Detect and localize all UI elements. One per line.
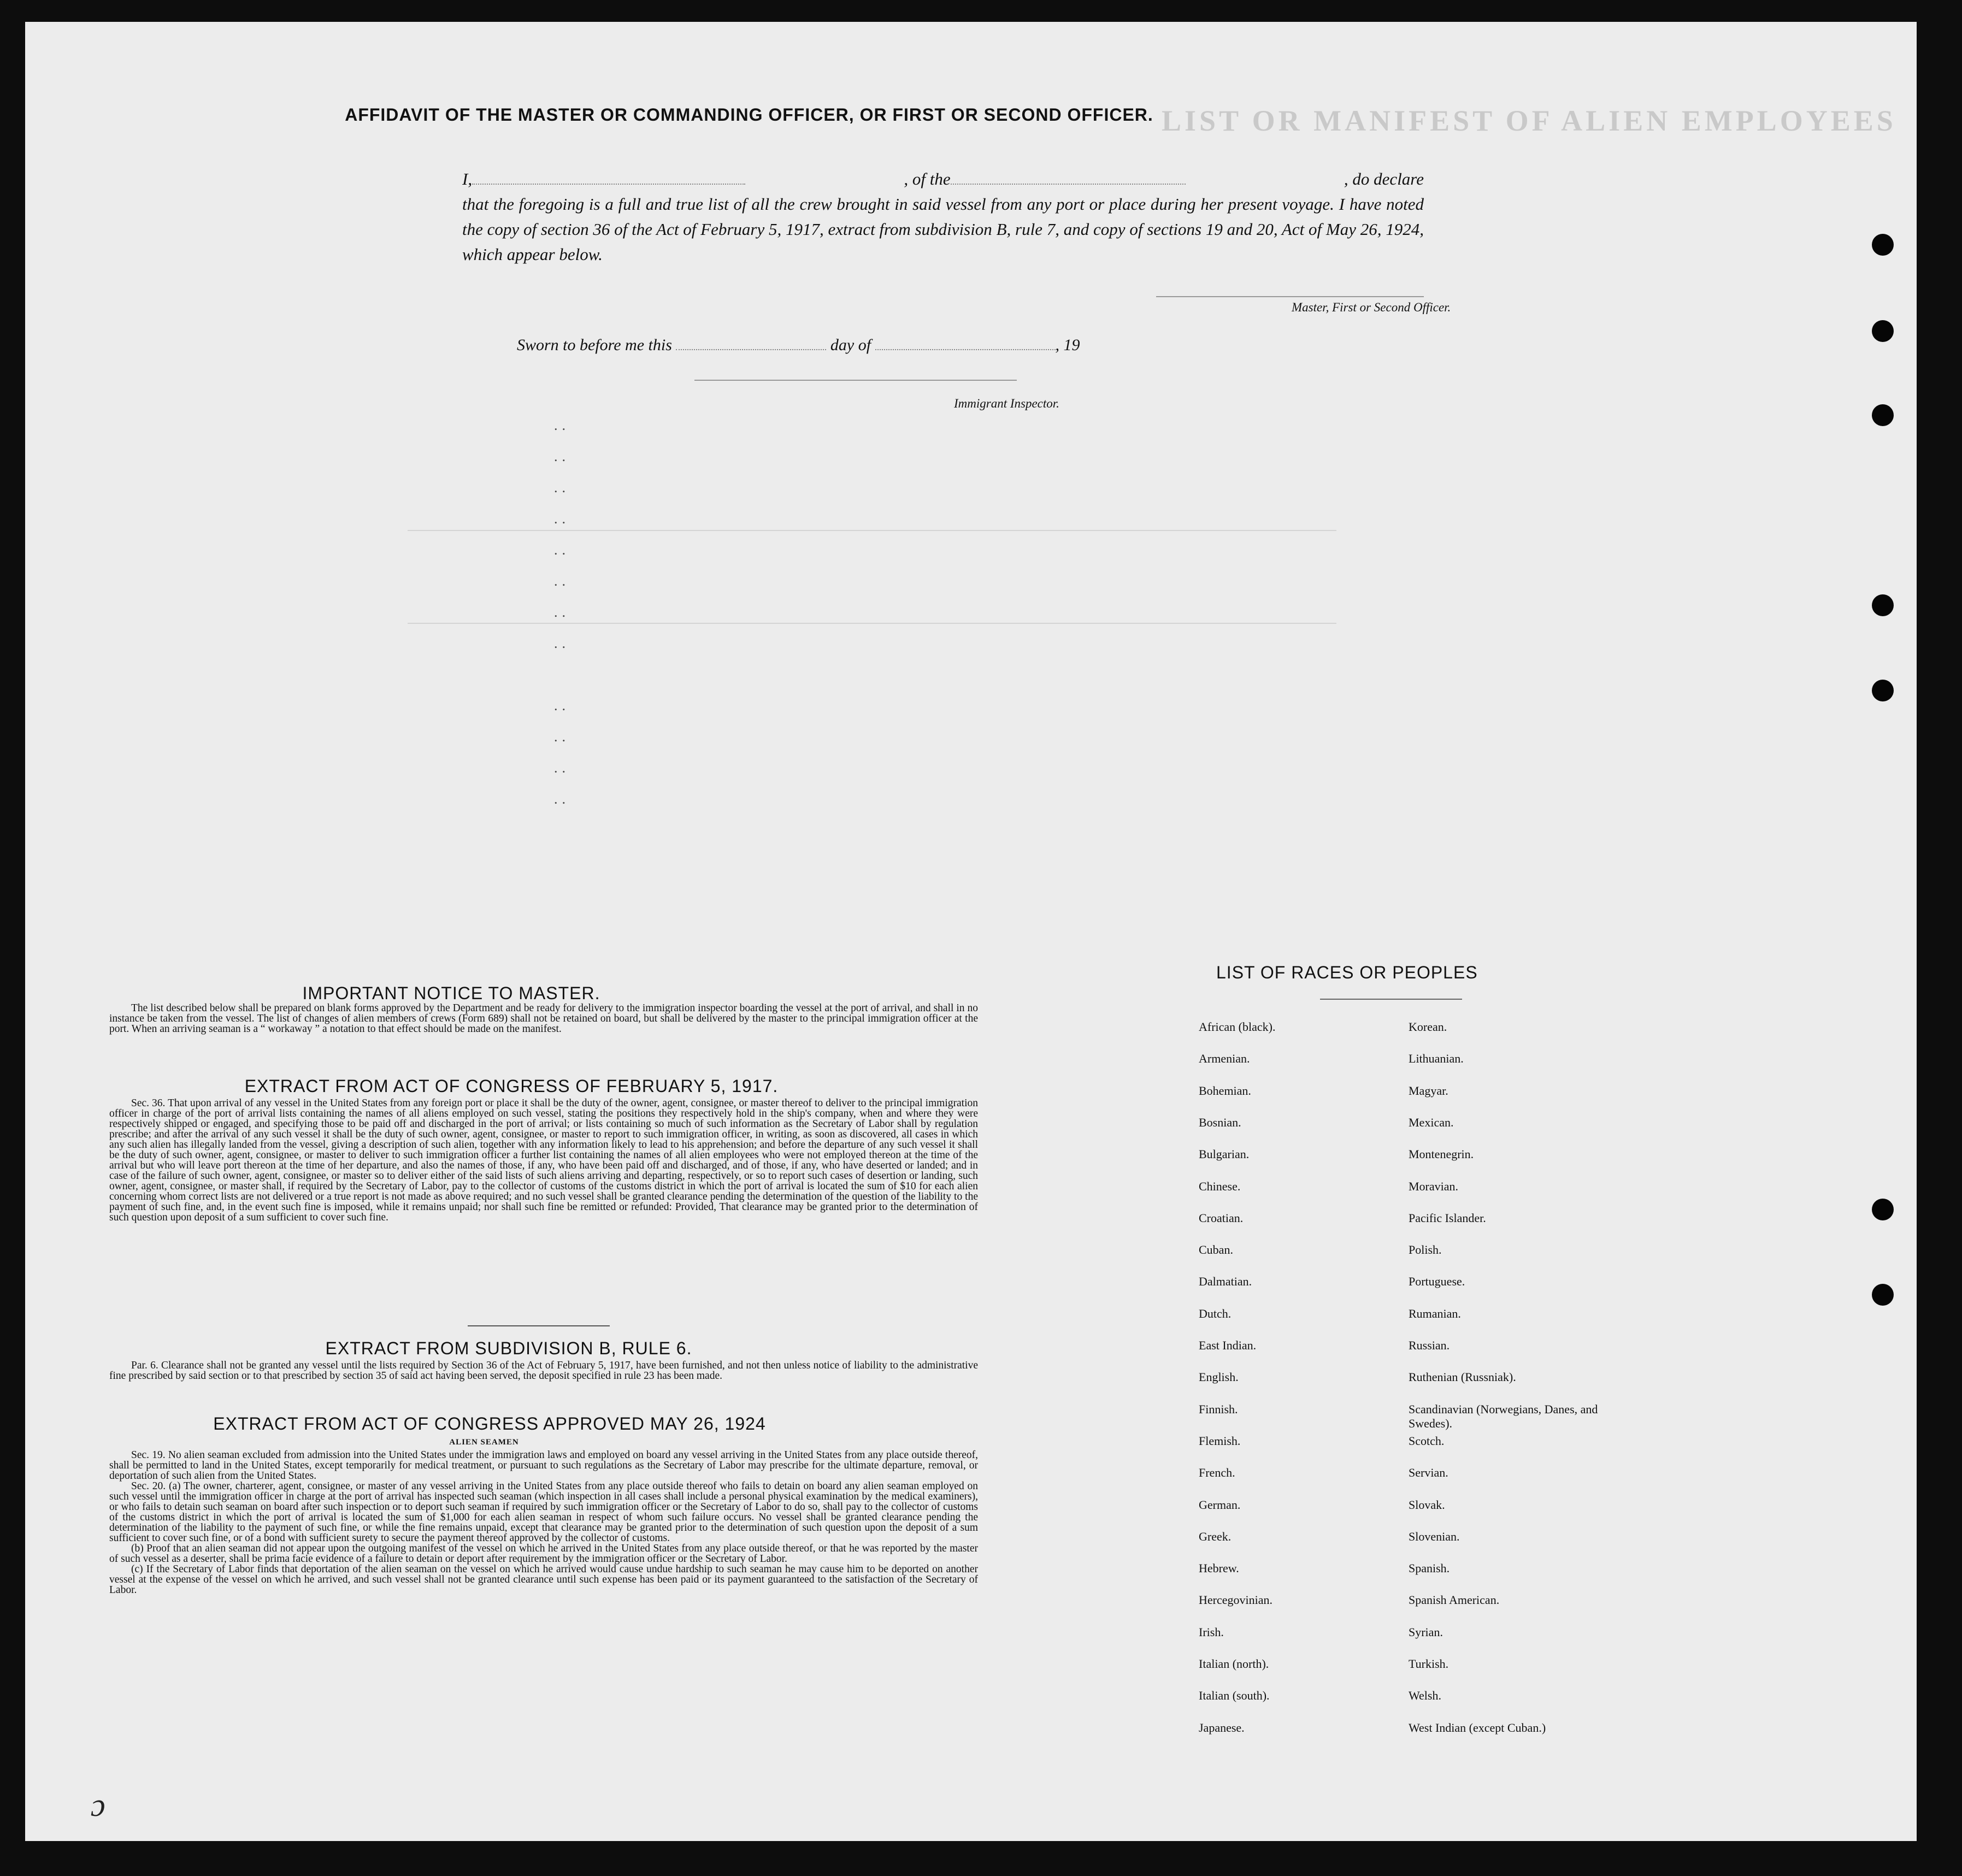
punch-hole <box>1872 1284 1894 1306</box>
race-list-item: Syrian. <box>1409 1625 1443 1639</box>
notice-title: IMPORTANT NOTICE TO MASTER. <box>302 983 600 1003</box>
punch-hole <box>1872 1199 1894 1220</box>
extract-1924-body <box>109 1450 978 1595</box>
race-list-item: East Indian. <box>1199 1338 1257 1352</box>
race-list-item: Spanish. <box>1409 1561 1450 1576</box>
race-list-item: Lithuanian. <box>1409 1052 1464 1066</box>
race-list-item: Rumanian. <box>1409 1306 1461 1320</box>
race-list-item: Hercegovinian. <box>1199 1593 1272 1607</box>
dot-leaders: .. .. .. .. .. .. .. .. .. .. .. .. <box>554 417 570 807</box>
race-list-item: Polish. <box>1409 1243 1442 1257</box>
year-label: , 19 <box>1055 336 1080 354</box>
race-list-item: Greek. <box>1199 1529 1232 1543</box>
affidavit-title: AFFIDAVIT OF THE MASTER OR COMMANDING OFFICER, OR FIRST OR SECOND OFFICER. <box>345 105 1153 125</box>
race-list-item: Spanish American. <box>1409 1593 1500 1607</box>
punch-hole <box>1872 594 1894 616</box>
race-list-item: Bohemian. <box>1199 1083 1251 1098</box>
race-list-item: Korean. <box>1409 1020 1447 1034</box>
punch-hole <box>1872 680 1894 701</box>
extract-1924-title: EXTRACT FROM ACT OF CONGRESS APPROVED MAY 26, 1924 <box>213 1414 766 1433</box>
race-list-item: Moravian. <box>1409 1179 1459 1193</box>
race-list-item: Montenegrin. <box>1409 1147 1474 1161</box>
race-list-item: West Indian (except Cuban.) <box>1409 1720 1546 1735</box>
race-list-item: Turkish. <box>1409 1657 1449 1671</box>
race-list-item: Irish. <box>1199 1625 1224 1639</box>
extract-1917-body: Sec. 36. That upon arrival of any vessel in the United States from any foreign port or place it shall be the duty of the owner, agent, consignee, or master thereof to deliver to the principal immigration officer in charge of the port of arrival lists containing the names of all aliens employed on such vessel, stating the positions they respectively hold in the ship's company, when and where they were respectively shipped or engaged, and specifying those to be paid off and discharged in the port of arrival; or lists containing so much of such information as the Secretary of Labor shall by regulation prescribe; and after the arrival of any such vessel it shall be the duty of such owner, agent, consignee, or master to report to such immigration officer, in writing, as soon as discovered, all cases in which any such alien has illegally landed from the vessel, giving a description of such alien, together with any information likely to lead to his apprehension; and before the departure of any such vessel it shall be the duty of such owner, agent, consignee, or master to deliver to such immigration officer a further list containing the names of all alien employees who were not employed thereon at the time of the arrival but who will leave port thereon at the time of her departure, and also the names of those, if any, who have been paid off and discharged, and of those, if any, who have deserted or landed; and in case of the failure of such owner, agent, consignee, or master so to deliver either of the said lists of such aliens arriving and departing, respectively, or so to report such cases of desertion or landing, such owner, agent, consignee, or master shall, if required by the Secretary of Labor, pay to the collector of customs of the customs district in which the port of arrival is located the sum of $10 for each alien concerning whom correct lists are not delivered or a true report is not made as above required; and no such vessel shall be granted clearance pending the determination of the question of the liability to the payment of such fine, and, in the event such fine is imposed, while it remains unpaid; nor shall such fine be remitted or refunded: Provided, That clearance may be granted prior to the determination of such question upon deposit of a sum sufficient to cover such fine. <box>109 1098 978 1223</box>
race-list-item: Bosnian. <box>1199 1115 1241 1129</box>
inspector-signature-line <box>694 380 1017 381</box>
margin-handwriting: ɔ <box>91 1787 105 1823</box>
race-list-item: Mexican. <box>1409 1115 1454 1129</box>
declaration-body: that the foregoing is a full and true list of all the crew brought in said vessel from any port or place during her present voyage. I have noted the copy of section 36 of the Act of February 5, 1917, extract from subdivision B, rule 7, and copy of sections 19 and 20, Act of May 26, 1924, which appear below. <box>462 194 1424 264</box>
master-caption: Master, First or Second Officer. <box>1292 300 1451 314</box>
race-list-item: African (black). <box>1199 1020 1276 1034</box>
extract-rule6-body: Par. 6. Clearance shall not be granted any vessel until the lists required by Section 36 of the Act of February 5, 1917, have been furnished, and not then unless notice of liability to the administrative fine prescribed by said section or to that prescribed by section 35 of said act having been served, the deposit specified in rule 23 has been made. <box>109 1360 978 1382</box>
race-list-item: Servian. <box>1409 1466 1448 1480</box>
race-list-item: Scotch. <box>1409 1433 1445 1448</box>
punch-hole <box>1872 320 1894 342</box>
punch-hole <box>1872 234 1894 256</box>
race-list-item: French. <box>1199 1466 1235 1480</box>
race-list-item: Ruthenian (Russniak). <box>1409 1370 1516 1384</box>
race-list-item: Japanese. <box>1199 1720 1245 1735</box>
sec-20a: Sec. 20. (a) The owner, charterer, agent, consignee, or master of any vessel arriving in the United States from any place outside thereof who fails to detain on board any alien seaman employed on such vessel until the immigration officer in charge at the port of arrival has inspected such seaman (which inspection in all cases shall include a personal physical examination by the medical examiners), or who fails to detain such seaman on board after such inspection or to deport such seaman if required by such immigration officer or the Secretary of Labor to do so, shall pay to the collector of customs of the customs district in which the port of arrival is located the sum of $1,000 for each alien seaman in respect of whom such failure occurs. No vessel shall be granted clearance pending the determination of the liability to the payment of such fine, or while the fine remains unpaid, except that clearance may be granted prior to the determination of such question upon the deposit of a sum sufficient to cover such fine, or of a bond with sufficient surety to secure the payment thereof approved by the collector of customs. <box>109 1480 978 1544</box>
day-of-label: day of <box>830 336 871 354</box>
extract-1917-title: EXTRACT FROM ACT OF CONGRESS OF FEBRUARY 5, 1917. <box>244 1076 779 1096</box>
race-list-item: Finnish. <box>1199 1402 1238 1416</box>
race-list-item: Portuguese. <box>1409 1275 1465 1289</box>
race-list-item: Armenian. <box>1199 1052 1250 1066</box>
race-list-item: Cuban. <box>1199 1243 1233 1257</box>
race-list-item: Pacific Islander. <box>1409 1211 1486 1225</box>
alien-seamen-subtitle: ALIEN SEAMEN <box>449 1438 519 1447</box>
races-underline <box>1320 999 1462 1000</box>
extract-rule6-title: EXTRACT FROM SUBDIVISION B, RULE 6. <box>325 1338 692 1358</box>
race-list-item: Flemish. <box>1199 1433 1241 1448</box>
bleed-through-line <box>408 530 1336 531</box>
section-divider <box>468 1325 610 1326</box>
bleed-through-text: LIST OR MANIFEST OF ALIEN EMPLOYEES <box>1162 104 1896 137</box>
of-the-label: , of the <box>904 167 1185 192</box>
race-list-item: Welsh. <box>1409 1689 1441 1703</box>
race-list-item: Hebrew. <box>1199 1561 1239 1576</box>
document-page <box>25 22 1917 1841</box>
race-list-item: Italian (north). <box>1199 1657 1269 1671</box>
sec-20b: (b) Proof that an alien seaman did not appear upon the outgoing manifest of the vessel on which he arrived in the United States from any place outside thereof, or that he was reported by the master of such vessel as a deserter, shall be prima facie evidence of a failure to detain or deport after requirement by the immigration officer or the Secretary of Labor. <box>109 1543 978 1565</box>
punch-hole <box>1872 404 1894 426</box>
races-title: LIST OF RACES OR PEOPLES <box>1216 963 1478 982</box>
race-list-item: English. <box>1199 1370 1239 1384</box>
bleed-through-line <box>408 623 1336 624</box>
do-declare-label: , do declare <box>1344 169 1424 188</box>
sec-20c: (c) If the Secretary of Labor finds that deportation of the alien seaman on the vessel on which he arrived would cause undue hardship to such seaman he may cause him to be deported on another vessel at the expense of the vessel on which he arrived, and such vessel shall not be granted clearance until such expense has been paid or its payment guaranteed to the satisfaction of the Secretary of Labor. <box>109 1564 978 1596</box>
race-list-item: Russian. <box>1409 1338 1450 1352</box>
declaration-first-line <box>462 167 1424 192</box>
sec-19: Sec. 19. No alien seaman excluded from admission into the United States under the immigration laws and employed on board any vessel arriving in the United States from any place outside thereof, shall be permitted to land in the United States, except temporarily for medical treatment, or pursuant to such regulations as the Secretary of Labor may prescribe for the ultimate departure, removal, or deportation of such alien from the United States. <box>109 1449 978 1482</box>
race-list-item: German. <box>1199 1497 1241 1512</box>
affidavit-declaration <box>462 167 1424 267</box>
race-list-item: Scandinavian (Norwegians, Danes, and Swedes). <box>1409 1402 1598 1430</box>
race-list-item: Croatian. <box>1199 1211 1244 1225</box>
race-list-item: Chinese. <box>1199 1179 1241 1193</box>
notice-body: The list described below shall be prepared on blank forms approved by the Department and be ready for delivery to the immigration inspector boarding the vessel at the port of arrival, and shall in no instance be taken from the vessel. The list of changes of alien members of crews (Form 689) shall not be retained on board, but shall be delivered by the master to the principal immigration officer at the port. When an arriving seaman is a “ workaway ” a notation to that effect should be made on the manifest. <box>109 1002 978 1035</box>
race-list-item: Slovenian. <box>1409 1529 1460 1543</box>
master-signature-line <box>1156 296 1424 297</box>
race-list-item: Italian (south). <box>1199 1689 1270 1703</box>
inspector-caption: Immigrant Inspector. <box>954 397 1059 410</box>
race-list-item: Magyar. <box>1409 1083 1448 1098</box>
sworn-line <box>517 336 1080 355</box>
race-list-item: Dalmatian. <box>1199 1275 1252 1289</box>
i-label: I, <box>462 167 745 192</box>
race-list-item: Bulgarian. <box>1199 1147 1250 1161</box>
race-list-item: Dutch. <box>1199 1306 1232 1320</box>
race-list-item: Slovak. <box>1409 1497 1445 1512</box>
sworn-label: Sworn to before me this <box>517 336 672 354</box>
